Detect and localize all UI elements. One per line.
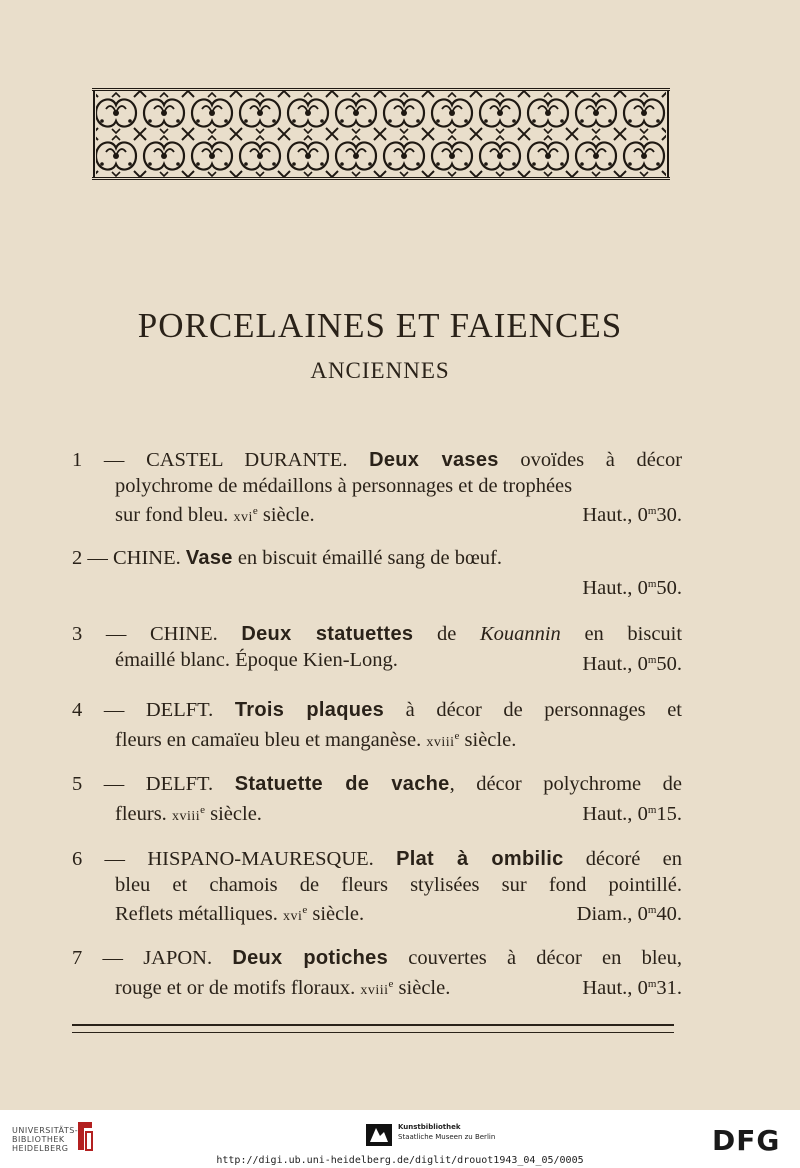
entry-line bbox=[72, 946, 682, 972]
entry-line bbox=[72, 622, 682, 648]
entry-italic-text: Kouannin bbox=[479, 623, 561, 645]
ub-heidelberg-label[interactable] bbox=[12, 1126, 78, 1153]
dimension-meters: 0 bbox=[637, 802, 648, 825]
entry-dimension bbox=[582, 648, 682, 678]
entry-dash: — bbox=[103, 773, 125, 795]
catalog-entry bbox=[72, 847, 682, 930]
dimension-label: Haut., bbox=[582, 976, 633, 999]
kunstbibliothek-label[interactable] bbox=[398, 1122, 495, 1142]
superscript: e bbox=[454, 729, 460, 742]
entry-description: décoré en bbox=[585, 848, 683, 870]
superscript: m bbox=[647, 653, 657, 666]
entry-line bbox=[72, 448, 682, 474]
entry-text: de bbox=[436, 623, 457, 645]
entry-dash: — bbox=[103, 449, 125, 471]
entry-dimension bbox=[582, 499, 682, 529]
kunstbibliothek-logo-icon[interactable] bbox=[366, 1124, 392, 1146]
dimension-meters: 0 bbox=[637, 903, 648, 925]
dimension-label: Haut., bbox=[582, 802, 633, 825]
superscript: m bbox=[647, 505, 657, 517]
dimension-label: Haut., bbox=[582, 504, 633, 526]
entry-dimension bbox=[582, 572, 682, 602]
entry-object: Vase bbox=[185, 547, 233, 569]
dimension-value: 50. bbox=[656, 652, 682, 675]
entry-dimension bbox=[582, 972, 682, 1002]
closing-double-rule bbox=[72, 1024, 674, 1033]
ornamental-header-band bbox=[92, 88, 670, 180]
entry-object: Deux statuettes bbox=[241, 623, 414, 645]
entry-text: Reflets métalliques. bbox=[115, 903, 278, 925]
entry-line bbox=[72, 972, 682, 1004]
century-numeral: xvi bbox=[233, 510, 253, 525]
dimension-meters: 0 bbox=[637, 652, 648, 675]
entry-object: Deux vases bbox=[369, 449, 499, 471]
dimension-label: Haut., bbox=[582, 576, 633, 599]
entry-line bbox=[72, 847, 682, 873]
entry-dash: — bbox=[105, 623, 127, 645]
entry-object: Plat à ombilic bbox=[396, 848, 564, 870]
entry-number: 2 bbox=[72, 547, 83, 569]
permalink-url[interactable]: http://digi.ub.uni-heidelberg.de/diglit/drouot1943_04_05/0005 bbox=[216, 1155, 584, 1166]
entry-dimension bbox=[582, 798, 682, 828]
entry-description: , décor polychrome de bbox=[449, 773, 683, 795]
dfg-logo[interactable]: DFG bbox=[712, 1124, 781, 1157]
entry-place: CHINE. bbox=[113, 547, 181, 569]
entry-line bbox=[72, 898, 682, 930]
entry-description: en biscuit émaillé sang de bœuf. bbox=[237, 547, 502, 569]
dimension-meters: 0 bbox=[637, 976, 648, 999]
entry-text: fleurs en camaïeu bleu et manganèse. bbox=[115, 728, 422, 751]
entry-text: en biscuit bbox=[584, 623, 683, 645]
dimension-value: 31. bbox=[656, 976, 682, 999]
entry-place: HISPANO-MAURESQUE. bbox=[147, 848, 374, 870]
superscript: m bbox=[647, 577, 657, 590]
entry-object: Trois plaques bbox=[234, 699, 385, 721]
entry-dash: — bbox=[103, 699, 125, 721]
superscript: m bbox=[647, 904, 657, 916]
entry-place: CASTEL DURANTE. bbox=[146, 449, 348, 471]
catalog-entry bbox=[72, 698, 682, 755]
entry-text: fleurs. bbox=[115, 802, 167, 825]
catalog-entry bbox=[72, 772, 682, 829]
entry-number: 3 bbox=[72, 623, 83, 645]
entry-text: sur fond bleu. bbox=[115, 504, 229, 526]
dimension-value: 40. bbox=[656, 903, 682, 925]
entry-dash: — bbox=[102, 947, 123, 969]
entry-number: 4 bbox=[72, 699, 83, 721]
entry-text: siècle. bbox=[210, 802, 262, 825]
kb-line: Staatliche Museen zu Berlin bbox=[398, 1133, 496, 1141]
superscript: e bbox=[302, 904, 308, 916]
entry-line bbox=[72, 546, 682, 572]
superscript: e bbox=[388, 977, 394, 990]
entry-line: bleu et chamois de fleurs stylisées sur fond pointillé. bbox=[115, 873, 682, 896]
ub-heidelberg-logo-icon[interactable] bbox=[74, 1120, 96, 1152]
catalog-entry bbox=[72, 546, 682, 597]
entry-number: 1 bbox=[72, 449, 83, 471]
dimension-value: 30. bbox=[656, 504, 682, 526]
entry-number: 5 bbox=[72, 773, 83, 795]
dimension-label: Diam., bbox=[576, 903, 633, 925]
century-numeral: xviii bbox=[360, 982, 389, 998]
entry-dash: — bbox=[87, 547, 108, 569]
entry-description: ovoïdes à décor bbox=[520, 449, 683, 471]
century-numeral: xviii bbox=[171, 808, 201, 824]
entry-description: couvertes à décor en bleu, bbox=[408, 947, 683, 969]
superscript: e bbox=[252, 505, 258, 517]
digitization-footer bbox=[0, 1110, 800, 1168]
entry-text: émaillé blanc. Époque Kien-Long. bbox=[115, 648, 398, 671]
dimension-value: 50. bbox=[656, 576, 682, 599]
entry-line bbox=[72, 499, 682, 531]
superscript: e bbox=[200, 803, 205, 816]
page-subtitle: ANCIENNES bbox=[310, 358, 450, 383]
entry-line bbox=[72, 724, 682, 756]
entry-place: JAPON. bbox=[143, 947, 213, 969]
entry-text: rouge et or de motifs floraux. bbox=[115, 976, 356, 999]
entry-place: CHINE. bbox=[150, 623, 218, 645]
ub-line: UNIVERSITÄTS- bbox=[12, 1126, 79, 1135]
century-numeral: xviii bbox=[426, 734, 455, 750]
dimension-meters: 0 bbox=[637, 504, 648, 526]
entry-dash: — bbox=[104, 848, 126, 870]
century-numeral: xvi bbox=[282, 909, 303, 924]
catalog-entry bbox=[72, 946, 682, 1003]
dimension-label: Haut., bbox=[582, 652, 633, 675]
entry-number: 6 bbox=[72, 848, 83, 870]
entry-number: 7 bbox=[72, 947, 83, 969]
dimension-meters: 0 bbox=[637, 576, 648, 599]
entry-text: siècle. bbox=[398, 976, 451, 999]
entry-text: siècle. bbox=[262, 504, 315, 526]
superscript: m bbox=[647, 803, 657, 816]
catalog-entry bbox=[72, 622, 682, 673]
entry-line bbox=[72, 648, 682, 674]
catalog-entry bbox=[72, 448, 682, 531]
entry-place: DELFT. bbox=[145, 773, 214, 795]
ub-line: HEIDELBERG bbox=[12, 1144, 69, 1153]
entry-line bbox=[72, 772, 682, 798]
entry-text: siècle. bbox=[464, 728, 517, 751]
dimension-value: 15. bbox=[656, 802, 682, 825]
entry-line: polychrome de médaillons à personnages et de trophées bbox=[115, 474, 573, 497]
entry-dimension bbox=[577, 898, 682, 928]
entry-place: DELFT. bbox=[145, 699, 214, 721]
entry-line bbox=[72, 572, 682, 597]
kb-line: Kunstbibliothek bbox=[398, 1123, 461, 1131]
page-title: PORCELAINES ET FAIENCES bbox=[137, 306, 623, 345]
entry-text: siècle. bbox=[312, 903, 365, 925]
entry-line bbox=[72, 798, 682, 830]
entry-object: Deux potiches bbox=[232, 947, 389, 969]
floral-ornament-icon bbox=[92, 91, 670, 177]
superscript: m bbox=[647, 977, 657, 990]
entry-description: à décor de personnages et bbox=[405, 699, 682, 721]
ub-line: BIBLIOTHEK bbox=[12, 1135, 65, 1144]
entry-object: Statuette de vache bbox=[234, 773, 450, 795]
entry-line bbox=[72, 698, 682, 724]
